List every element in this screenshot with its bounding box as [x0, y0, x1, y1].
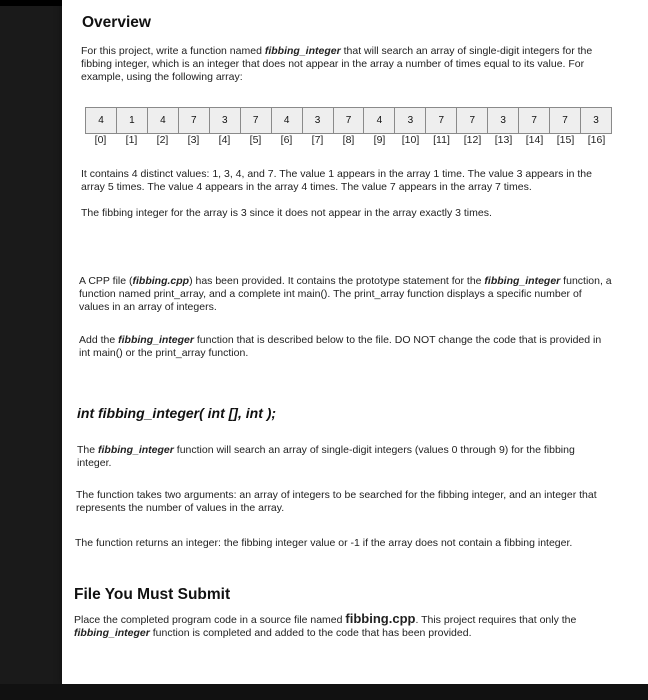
explain-paragraph: It contains 4 distinct values: 1, 3, 4, and 7. The value 1 appears in the array 1 time. The value 3 appears in the array 5 times. The value 4 appears in the array 4 times. The value 7 appears in the array 7 times. [81, 168, 592, 194]
array-cell: 3 [581, 108, 612, 134]
cpp-file-name: fibbing.cpp [132, 275, 190, 287]
submit-text-a: Place the completed program code in a source file named [74, 614, 346, 626]
array-cell: 3 [302, 108, 333, 134]
array-index-label: [16] [587, 134, 606, 146]
cpp-function-name: fibbing_integer [484, 275, 561, 287]
array-index-label: [14] [525, 134, 544, 146]
array-cell: 7 [178, 108, 209, 134]
array-cell: 7 [519, 108, 550, 134]
array-index-label: [6] [280, 134, 293, 146]
submit-function-name: fibbing_integer [74, 627, 150, 640]
array-cell: 3 [488, 108, 519, 134]
desc-text-b: function will search an array of single-digit integers (values 0 through 9) for the fibbing integer. [77, 444, 575, 470]
array-cell: 4 [86, 108, 117, 134]
example-array-table [85, 107, 612, 134]
desc-text-a: The [77, 444, 99, 456]
array-index-label: [8] [342, 134, 355, 146]
submit-paragraph [74, 612, 609, 640]
array-cell: 3 [209, 108, 240, 134]
array-index-label: [9] [373, 134, 386, 146]
submit-text-c: function is completed and added to the code that has been provided. [149, 627, 472, 640]
array-index-label: [10] [401, 134, 420, 146]
fibbing-result-paragraph: The fibbing integer for the array is 3 since it does not appear in the array exactly 3 times. [81, 207, 492, 219]
array-index-label: [12] [463, 134, 482, 146]
array-index-label: [1] [125, 134, 138, 146]
add-text-b: function that is described below to the file. DO NOT change the code that is provided in int main() or the print_array function. [79, 334, 602, 360]
bottom-edge [0, 684, 648, 700]
array-index-label: [7] [311, 134, 324, 146]
desc-function-name: fibbing_integer [98, 444, 174, 456]
array-cell: 7 [426, 108, 457, 134]
array-cell: 7 [240, 108, 271, 134]
intro-function-name: fibbing_integer [264, 45, 341, 57]
array-cell: 4 [271, 108, 302, 134]
array-cell: 3 [395, 108, 426, 134]
intro-text-a: For this project, write a function named [81, 45, 265, 57]
array-cell: 4 [364, 108, 395, 134]
overview-intro [81, 45, 611, 85]
array-index-label: [3] [187, 134, 200, 146]
array-index-label: [11] [433, 134, 450, 146]
array-cell: 1 [116, 108, 147, 134]
function-prototype: int fibbing_integer( int [], int ); [77, 405, 277, 421]
overview-heading: Overview [82, 14, 151, 31]
array-cell: 4 [147, 108, 178, 134]
arguments-paragraph: The function takes two arguments: an array of integers to be searched for the fibbing integer, and an integer that represents the number of values in the array. [76, 489, 597, 515]
array-index-label: [0] [94, 134, 107, 146]
add-function-paragraph [79, 334, 614, 360]
intro-text-b: that will search an array of single-digit integers for the fibbing integer, which is an integer that does not appear in the array a number of times equal to its value. For example, using the following array: [81, 45, 593, 84]
returns-paragraph: The function returns an integer: the fibbing integer value or -1 if the array does not contain a fibbing integer. [75, 537, 573, 549]
cpp-text-a: A CPP file ( [79, 275, 133, 287]
array-cell: 7 [333, 108, 364, 134]
add-function-name: fibbing_integer [118, 334, 194, 346]
function-description [77, 444, 597, 470]
array-index-row [85, 134, 612, 148]
cpp-file-paragraph [79, 275, 614, 315]
array-index-label: [15] [556, 134, 575, 146]
cpp-text-c: function, a function named print_array, and a complete int main(). The print_array function displays a specific number of values in an array of integers. [79, 275, 612, 314]
array-index-label: [5] [249, 134, 262, 146]
array-cell: 7 [457, 108, 488, 134]
add-text-a: Add the [79, 334, 119, 346]
submit-heading: File You Must Submit [74, 586, 231, 603]
array-index-label: [2] [156, 134, 169, 146]
array-cell: 7 [550, 108, 581, 134]
array-index-label: [13] [494, 134, 513, 146]
array-values-row [86, 108, 612, 134]
submit-file-name: fibbing.cpp [345, 611, 416, 626]
submit-text-b: . This project requires that only the [415, 614, 577, 626]
cpp-text-b: ) has been provided. It contains the prototype statement for the [189, 275, 485, 287]
array-index-label: [4] [218, 134, 231, 146]
